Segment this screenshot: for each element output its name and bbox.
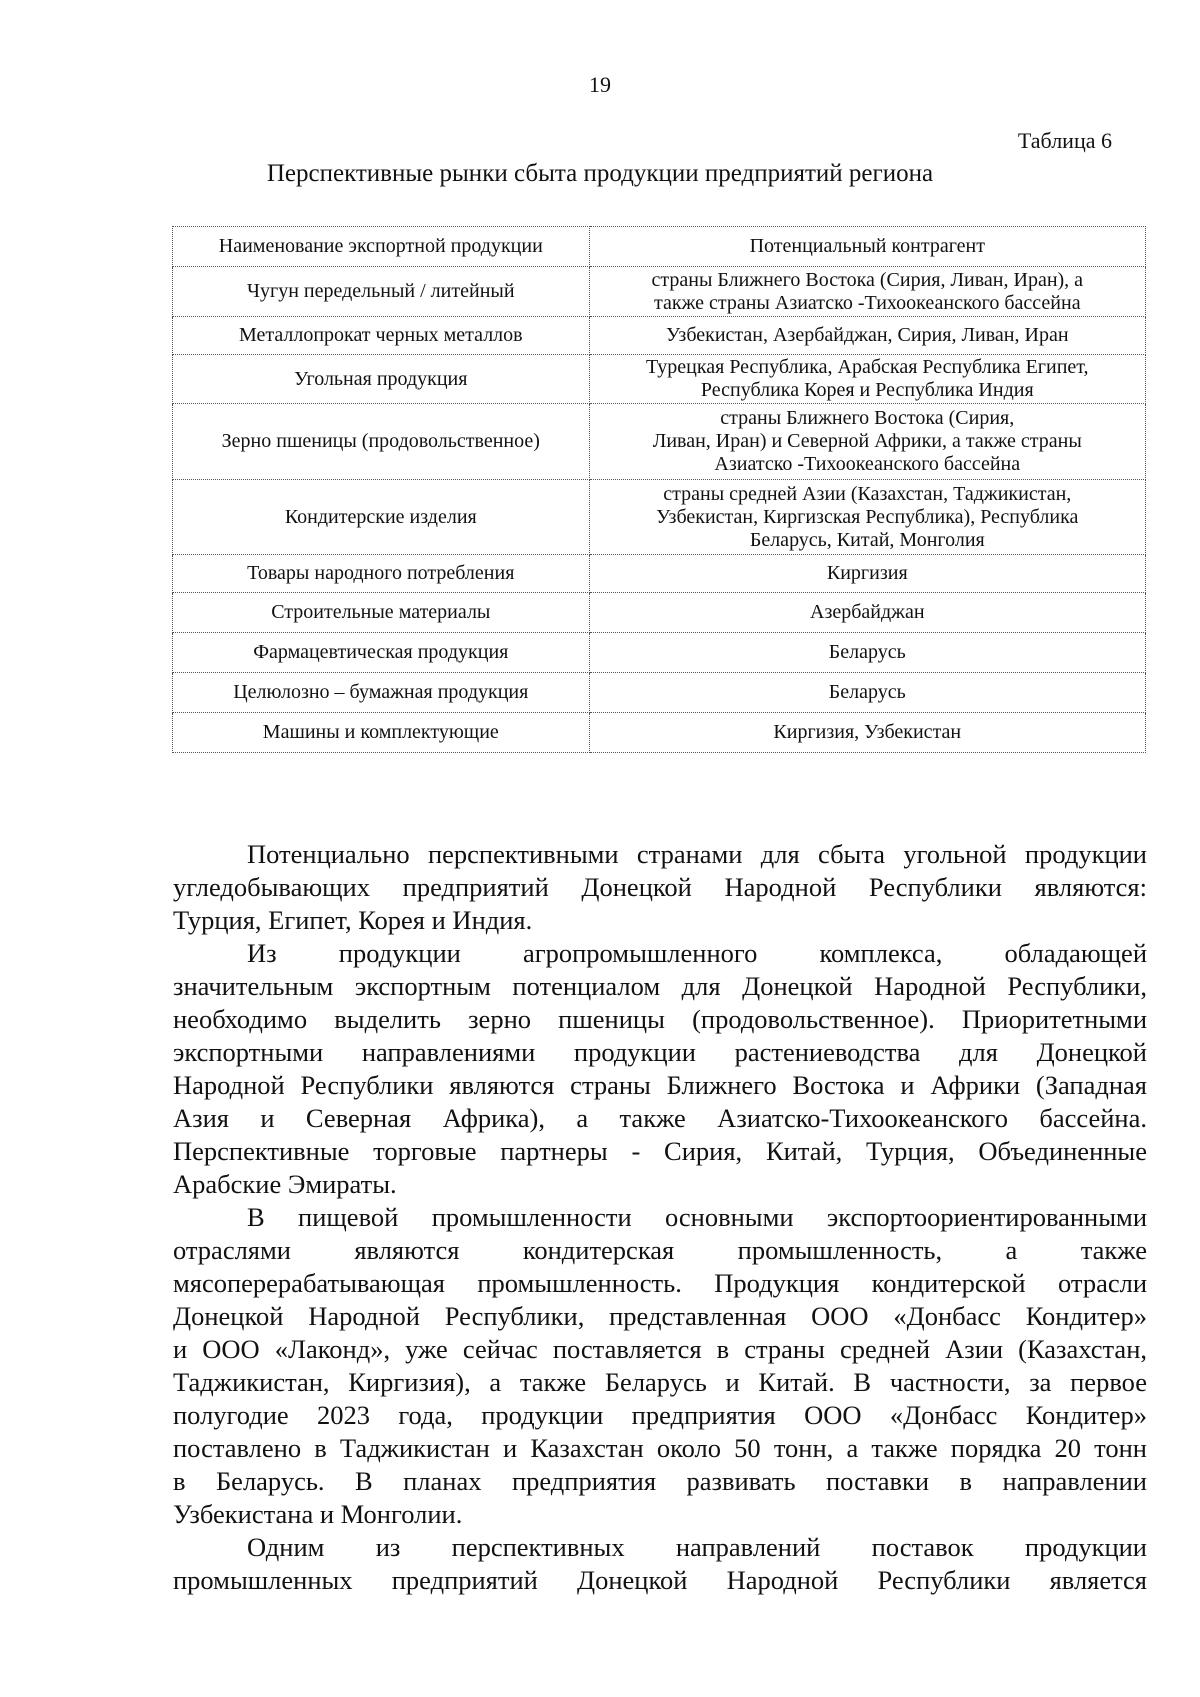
- partner-line: Беларусь, Китай, Монголия: [749, 528, 985, 551]
- partner-cell: [589, 673, 1145, 713]
- partner-line: страны Ближнего Востока (Сирия,: [720, 407, 1015, 429]
- partner-line: также страны Азиатско -Тихоокеанского бассейна: [653, 291, 1081, 314]
- paragraph-line: В пищевой промышленности основными экспортоориентированными: [247, 1202, 1147, 1232]
- product-cell: Зерно пшеницы (продовольственное): [173, 404, 590, 480]
- paragraph-line: Из продукции агропромышленного комплекса, обладающей: [247, 938, 1147, 968]
- page-number: 19: [589, 72, 611, 97]
- partner-line: Турецкая Республика, Арабская Республика Египет,: [646, 356, 1089, 378]
- table-label: Таблица 6: [1017, 128, 1112, 153]
- partner-line: страны Ближнего Востока (Сирия, Ливан, Иран), а: [651, 268, 1084, 291]
- partner-line: Азиатско -Тихоокеанского бассейна: [714, 453, 1021, 475]
- paragraph-line: экспортными направлениями продукции растениеводства для Донецкой: [173, 1037, 1147, 1067]
- table-row: [173, 355, 1146, 404]
- column-header-partner: Потенциальный контрагент: [589, 227, 1145, 267]
- partner-line: Ливан, Иран) и Северной Африки, а также страны: [652, 430, 1082, 452]
- partner-cell: [589, 404, 1145, 480]
- partner-cell: [589, 355, 1145, 404]
- paragraph: [173, 937, 1147, 1201]
- table-body: [173, 227, 1146, 753]
- product-cell: Машины и комплектующие: [173, 713, 590, 753]
- paragraph-line: Перспективные торговые партнеры - Сирия, Китай, Турция, Объединенные: [173, 1136, 1147, 1166]
- paragraph: [173, 838, 1147, 937]
- column-header-product: Наименование экспортной продукции: [173, 227, 590, 267]
- paragraph-line: Потенциально перспективными странами для сбыта угольной продукции: [247, 839, 1147, 869]
- paragraph: [173, 1201, 1147, 1531]
- paragraph-line: Таджикистан, Киргизия), а также Беларусь и Китай. В частности, за первое: [173, 1367, 1147, 1397]
- body-text: [173, 838, 1147, 1597]
- paragraph: [173, 1531, 1147, 1597]
- product-cell: Товары народного потребления: [173, 555, 590, 593]
- paragraph-line: промышленных предприятий Донецкой Народной Республики является: [173, 1565, 1147, 1595]
- table-row: [173, 480, 1146, 555]
- paragraph-line: угледобывающих предприятий Донецкой Народной Республики являются:: [173, 872, 1147, 902]
- partner-line: Беларусь: [828, 681, 906, 703]
- partner-line: страны средней Азии (Казахстан, Таджикистан,: [663, 482, 1072, 505]
- partner-line: Узбекистан, Азербайджан, Сирия, Ливан, Иран: [666, 324, 1069, 346]
- export-markets-table: [172, 226, 1146, 753]
- paragraph-line: значительным экспортным потенциалом для Донецкой Народной Республики,: [173, 971, 1147, 1001]
- table-row: [173, 555, 1146, 593]
- table-row: [173, 267, 1146, 317]
- paragraph-line: поставлено в Таджикистан и Казахстан около 50 тонн, а также порядка 20 тонн: [173, 1433, 1147, 1463]
- paragraph-line: необходимо выделить зерно пшеницы (продовольственное). Приоритетными: [173, 1004, 1147, 1034]
- partner-line: Республика Корея и Республика Индия: [700, 379, 1034, 401]
- table-row: [173, 713, 1146, 753]
- paragraph-line: Одним из перспективных направлений поставок продукции: [247, 1532, 1147, 1562]
- table-row: [173, 673, 1146, 713]
- product-cell: Металлопрокат черных металлов: [173, 317, 590, 355]
- paragraph-line: Турция, Египет, Корея и Индия.: [173, 905, 533, 935]
- partner-cell: [589, 267, 1145, 317]
- table-row: [173, 404, 1146, 480]
- table-row: [173, 593, 1146, 633]
- paragraph-line: Узбекистана и Монголии.: [173, 1499, 463, 1529]
- partner-cell: [589, 593, 1145, 633]
- partner-cell: [589, 555, 1145, 593]
- product-cell: Чугун передельный / литейный: [173, 267, 590, 317]
- table-row: [173, 317, 1146, 355]
- table-title: Перспективные рынки сбыта продукции предприятий региона: [266, 160, 934, 187]
- paragraph-line: отраслями являются кондитерская промышленность, а также: [173, 1235, 1147, 1265]
- paragraph-line: и ООО «Лаконд», уже сейчас поставляется в страны средней Азии (Казахстан,: [173, 1334, 1147, 1364]
- paragraph-line: в Беларусь. В планах предприятия развивать поставки в направлении: [173, 1466, 1147, 1496]
- partner-cell: [589, 713, 1145, 753]
- partner-line: Киргизия, Узбекистан: [773, 721, 962, 743]
- partner-cell: [589, 317, 1145, 355]
- paragraph-line: полугодие 2023 года, продукции предприятия ООО «Донбасс Кондитер»: [173, 1400, 1147, 1430]
- partner-cell: [589, 633, 1145, 673]
- partner-cell: [589, 480, 1145, 555]
- product-cell: Угольная продукция: [173, 355, 590, 404]
- paragraph-line: Донецкой Народной Республики, представленная ООО «Донбасс Кондитер»: [173, 1301, 1147, 1331]
- partner-line: Киргизия: [826, 562, 908, 584]
- paragraph-line: Азия и Северная Африка), а также Азиатско-Тихоокеанского бассейна.: [173, 1103, 1147, 1133]
- paragraph-line: Народной Республики являются страны Ближнего Востока и Африки (Западная: [173, 1070, 1147, 1100]
- paragraph-line: мясоперерабатывающая промышленность. Продукция кондитерской отрасли: [173, 1268, 1147, 1298]
- partner-line: Узбекистан, Киргизская Республика), Республика: [656, 505, 1079, 528]
- product-cell: Фармацевтическая продукция: [173, 633, 590, 673]
- paragraph-line: Арабские Эмираты.: [173, 1169, 397, 1199]
- table-row: [173, 633, 1146, 673]
- product-cell: Строительные материалы: [173, 593, 590, 633]
- product-cell: Целюлозно – бумажная продукция: [173, 673, 590, 713]
- product-cell: Кондитерские изделия: [173, 480, 590, 555]
- partner-line: Беларусь: [828, 641, 906, 663]
- partner-line: Азербайджан: [810, 601, 925, 623]
- table-header-row: [173, 227, 1146, 267]
